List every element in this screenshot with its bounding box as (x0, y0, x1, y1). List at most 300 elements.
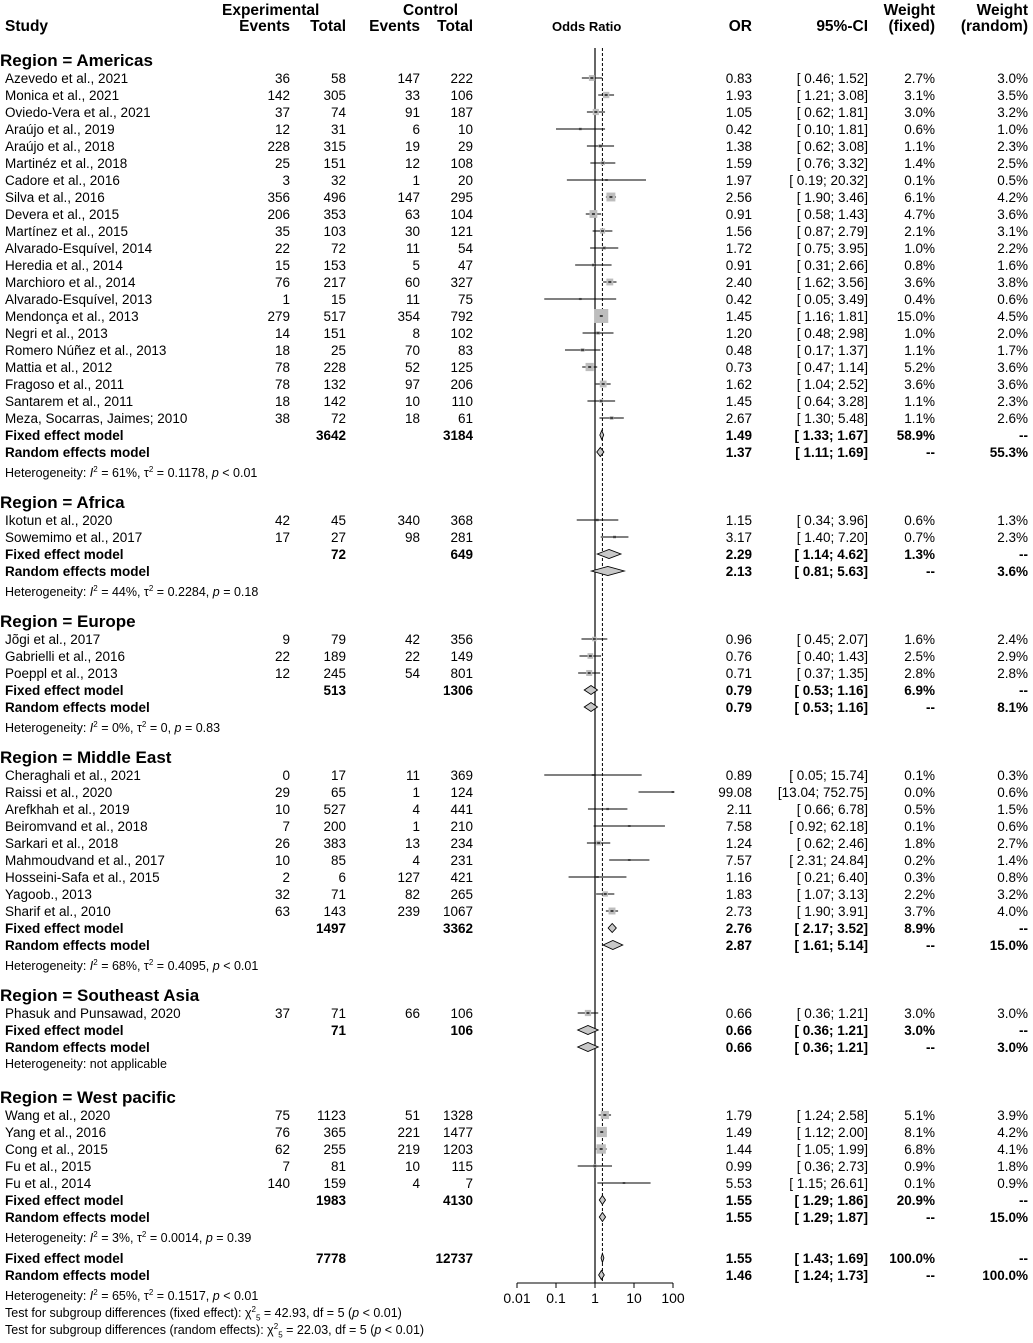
ctl-events: 127 (355, 869, 420, 886)
weight-random: 2.3% (950, 529, 1028, 546)
weight-random: 3.9% (950, 1107, 1028, 1124)
ctl-events: 221 (355, 1124, 420, 1141)
weight-random: 3.6% (950, 359, 1028, 376)
exp-total: 31 (290, 121, 346, 138)
weight-random: 2.6% (950, 410, 1028, 427)
ci-value: [ 0.19; 20.32] (760, 172, 868, 189)
exp-events: 38 (238, 410, 290, 427)
weight-random: 2.7% (950, 835, 1028, 852)
ctl-total: 234 (420, 835, 473, 852)
weight-random: 2.9% (950, 648, 1028, 665)
ci-value: [ 1.29; 1.87] (760, 1209, 868, 1226)
overall-random-diamond (599, 1271, 605, 1280)
ctl-total: 54 (420, 240, 473, 257)
exp-events: 279 (238, 308, 290, 325)
weight-random: 15.0% (950, 1209, 1028, 1226)
header-ctl-events: Events (350, 18, 420, 35)
study-name: Meza, Socarras, Jaimes; 2010 (5, 410, 187, 427)
study-name: Araújo et al., 2019 (5, 121, 115, 138)
weight-fixed: 3.0% (870, 1022, 935, 1039)
ci-value: [ 0.36; 1.21] (760, 1022, 868, 1039)
ctl-events: 147 (355, 70, 420, 87)
study-name: Araújo et al., 2018 (5, 138, 115, 155)
weight-random: 0.3% (950, 767, 1028, 784)
exp-events: 12 (238, 665, 290, 682)
ctl-total: 1306 (420, 682, 473, 699)
weight-fixed: 3.6% (870, 376, 935, 393)
exp-total: 527 (290, 801, 346, 818)
ci-value: [ 0.34; 3.96] (760, 512, 868, 529)
ci-value: [ 2.31; 24.84] (760, 852, 868, 869)
exp-events: 18 (238, 393, 290, 410)
weight-random: 4.0% (950, 903, 1028, 920)
ci-value: [ 0.53; 1.16] (760, 699, 868, 716)
random-diamond (599, 1213, 605, 1222)
ctl-total: 281 (420, 529, 473, 546)
ctl-total: 4130 (420, 1192, 473, 1209)
ci-value: [ 1.16; 1.81] (760, 308, 868, 325)
or-value: 1.55 (700, 1192, 752, 1209)
exp-total: 1123 (290, 1107, 346, 1124)
exp-total: 159 (290, 1175, 346, 1192)
or-value: 1.45 (700, 393, 752, 410)
ctl-total: 1067 (420, 903, 473, 920)
model-label: Random effects model (5, 444, 150, 461)
model-label: Fixed effect model (5, 1250, 124, 1267)
ctl-total: 12737 (420, 1250, 473, 1267)
ctl-events: 1 (355, 818, 420, 835)
weight-fixed: 1.8% (870, 835, 935, 852)
weight-fixed: 1.1% (870, 342, 935, 359)
weight-fixed: 0.1% (870, 818, 935, 835)
header-ci: 95%-CI (790, 18, 868, 35)
weight-fixed: 8.1% (870, 1124, 935, 1141)
or-value: 0.66 (700, 1022, 752, 1039)
or-value: 2.87 (700, 937, 752, 954)
heterogeneity-text: Heterogeneity: $I^2 = 44\%$, $\tau^2 = 0.2284$, p = 0.18 (5, 580, 258, 601)
or-value: 0.42 (700, 121, 752, 138)
ci-value: [ 0.31; 2.66] (760, 257, 868, 274)
heterogeneity-text: Heterogeneity: $I^2 = 3\%$, $\tau^2 = 0.0014$, p = 0.39 (5, 1226, 251, 1247)
exp-total: 79 (290, 631, 346, 648)
study-name: Heredia et al., 2014 (5, 257, 123, 274)
or-value: 0.83 (700, 70, 752, 87)
ci-value: [ 0.81; 5.63] (760, 563, 868, 580)
exp-total: 315 (290, 138, 346, 155)
weight-random: -- (950, 546, 1028, 563)
study-name: Marchioro et al., 2014 (5, 274, 136, 291)
weight-fixed: 1.3% (870, 546, 935, 563)
ctl-events: 30 (355, 223, 420, 240)
or-value: 0.48 (700, 342, 752, 359)
weight-fixed: 0.1% (870, 172, 935, 189)
model-label: Random effects model (5, 1267, 150, 1284)
exp-events: 18 (238, 342, 290, 359)
overall-fixed-diamond (601, 1254, 604, 1263)
ctl-total: 106 (420, 1022, 473, 1039)
or-value: 1.44 (700, 1141, 752, 1158)
exp-events: 14 (238, 325, 290, 342)
exp-events: 36 (238, 70, 290, 87)
weight-random: 15.0% (950, 937, 1028, 954)
exp-total: 27 (290, 529, 346, 546)
exp-events: 140 (238, 1175, 290, 1192)
heterogeneity-text: Heterogeneity: $I^2 = 61\%$, $\tau^2 = 0.1178$, p < 0.01 (5, 461, 257, 482)
weight-fixed: 5.1% (870, 1107, 935, 1124)
model-label: Random effects model (5, 1039, 150, 1056)
header-random: (random) (940, 18, 1028, 35)
exp-events: 32 (238, 886, 290, 903)
ctl-total: 149 (420, 648, 473, 665)
ctl-events: 11 (355, 240, 420, 257)
study-name: Silva et al., 2016 (5, 189, 105, 206)
exp-total: 58 (290, 70, 346, 87)
study-name: Mahmoudvand et al., 2017 (5, 852, 165, 869)
heterogeneity-text: Heterogeneity: $I^2 = 65\%$, $\tau^2 = 0.1517$, p < 0.01 (5, 1284, 258, 1305)
study-name: Romero Núñez et al., 2013 (5, 342, 166, 359)
x-tick-label: 1 (591, 1290, 599, 1306)
ctl-events: 8 (355, 325, 420, 342)
study-name: Gabrielli et al., 2016 (5, 648, 125, 665)
ctl-events: 219 (355, 1141, 420, 1158)
exp-total: 228 (290, 359, 346, 376)
exp-events: 75 (238, 1107, 290, 1124)
weight-fixed: 15.0% (870, 308, 935, 325)
exp-total: 365 (290, 1124, 346, 1141)
x-tick-label: 0.01 (503, 1290, 530, 1306)
study-name: Oviedo-Vera et al., 2021 (5, 104, 151, 121)
or-value: 1.55 (700, 1209, 752, 1226)
ci-value: [ 0.36; 1.21] (760, 1039, 868, 1056)
study-name: Beiromvand et al., 2018 (5, 818, 148, 835)
weight-random: -- (950, 1022, 1028, 1039)
exp-events: 29 (238, 784, 290, 801)
weight-fixed: 3.6% (870, 274, 935, 291)
ctl-total: 3184 (420, 427, 473, 444)
weight-fixed: 3.7% (870, 903, 935, 920)
exp-total: 103 (290, 223, 346, 240)
or-value: 0.96 (700, 631, 752, 648)
weight-fixed: 3.0% (870, 1005, 935, 1022)
exp-total: 71 (290, 886, 346, 903)
ctl-total: 421 (420, 869, 473, 886)
study-name: Sarkari et al., 2018 (5, 835, 118, 852)
weight-fixed: 0.7% (870, 529, 935, 546)
or-value: 1.24 (700, 835, 752, 852)
ctl-total: 106 (420, 87, 473, 104)
header-or: OR (700, 18, 752, 35)
ctl-total: 47 (420, 257, 473, 274)
ci-value: [ 0.40; 1.43] (760, 648, 868, 665)
ctl-events: 91 (355, 104, 420, 121)
weight-random: 2.0% (950, 325, 1028, 342)
exp-total: 72 (290, 546, 346, 563)
ctl-events: 66 (355, 1005, 420, 1022)
ctl-events: 239 (355, 903, 420, 920)
or-value: 1.49 (700, 427, 752, 444)
ctl-total: 206 (420, 376, 473, 393)
weight-random: 2.3% (950, 138, 1028, 155)
weight-random: 1.4% (950, 852, 1028, 869)
study-name: Sharif et al., 2010 (5, 903, 111, 920)
ctl-events: 4 (355, 801, 420, 818)
exp-total: 245 (290, 665, 346, 682)
ci-value: [ 1.90; 3.91] (760, 903, 868, 920)
weight-random: 2.3% (950, 393, 1028, 410)
weight-random: -- (950, 682, 1028, 699)
weight-fixed: 8.9% (870, 920, 935, 937)
ctl-events: 147 (355, 189, 420, 206)
region-title: Region = Americas (0, 51, 1033, 71)
exp-total: 17 (290, 767, 346, 784)
study-name: Negri et al., 2013 (5, 325, 108, 342)
model-label: Fixed effect model (5, 682, 124, 699)
weight-fixed: 58.9% (870, 427, 935, 444)
exp-total: 513 (290, 682, 346, 699)
weight-random: 2.8% (950, 665, 1028, 682)
model-label: Fixed effect model (5, 546, 124, 563)
ctl-total: 20 (420, 172, 473, 189)
ctl-total: 10 (420, 121, 473, 138)
or-value: 2.67 (700, 410, 752, 427)
weight-random: -- (950, 1192, 1028, 1209)
ctl-events: 5 (355, 257, 420, 274)
weight-fixed: 6.8% (870, 1141, 935, 1158)
or-value: 7.58 (700, 818, 752, 835)
or-value: 1.15 (700, 512, 752, 529)
or-value: 0.79 (700, 699, 752, 716)
study-name: Azevedo et al., 2021 (5, 70, 128, 87)
ci-value: [ 0.45; 2.07] (760, 631, 868, 648)
model-label: Random effects model (5, 563, 150, 580)
exp-total: 517 (290, 308, 346, 325)
weight-random: 0.6% (950, 784, 1028, 801)
weight-fixed: 5.2% (870, 359, 935, 376)
ci-value: [ 0.10; 1.81] (760, 121, 868, 138)
study-name: Arefkhah et al., 2019 (5, 801, 130, 818)
study-name: Yang et al., 2016 (5, 1124, 106, 1141)
ctl-total: 649 (420, 546, 473, 563)
exp-total: 305 (290, 87, 346, 104)
study-name: Jõgi et al., 2017 (5, 631, 100, 648)
exp-total: 25 (290, 342, 346, 359)
or-value: 1.72 (700, 240, 752, 257)
weight-random: 1.6% (950, 257, 1028, 274)
ci-value: [ 1.62; 3.56] (760, 274, 868, 291)
exp-total: 72 (290, 410, 346, 427)
or-value: 1.20 (700, 325, 752, 342)
exp-total: 200 (290, 818, 346, 835)
ci-value: [ 0.58; 1.43] (760, 206, 868, 223)
ctl-total: 1328 (420, 1107, 473, 1124)
ci-value: [ 0.62; 3.08] (760, 138, 868, 155)
weight-random: 2.4% (950, 631, 1028, 648)
exp-events: 12 (238, 121, 290, 138)
exp-total: 189 (290, 648, 346, 665)
or-value: 0.66 (700, 1039, 752, 1056)
ci-value: [ 1.90; 3.46] (760, 189, 868, 206)
exp-events: 2 (238, 869, 290, 886)
ctl-total: 801 (420, 665, 473, 682)
ctl-total: 125 (420, 359, 473, 376)
region-title: Region = Southeast Asia (0, 986, 1033, 1006)
exp-total: 151 (290, 325, 346, 342)
or-value: 1.97 (700, 172, 752, 189)
ci-value: [ 1.30; 5.48] (760, 410, 868, 427)
weight-fixed: 0.9% (870, 1158, 935, 1175)
or-value: 1.45 (700, 308, 752, 325)
weight-fixed: 0.1% (870, 1175, 935, 1192)
weight-random: 3.2% (950, 104, 1028, 121)
weight-random: 8.1% (950, 699, 1028, 716)
weight-random: 2.5% (950, 155, 1028, 172)
exp-events: 35 (238, 223, 290, 240)
exp-total: 7778 (290, 1250, 346, 1267)
weight-fixed: 1.1% (870, 393, 935, 410)
ctl-total: 115 (420, 1158, 473, 1175)
ci-value: [ 0.46; 1.52] (760, 70, 868, 87)
exp-events: 3 (238, 172, 290, 189)
ctl-events: 97 (355, 376, 420, 393)
exp-total: 255 (290, 1141, 346, 1158)
ci-value: [ 0.36; 1.21] (760, 1005, 868, 1022)
ctl-total: 106 (420, 1005, 473, 1022)
or-value: 1.79 (700, 1107, 752, 1124)
heterogeneity-text: Heterogeneity: $I^2 = 0\%$, $\tau^2 = 0$, p = 0.83 (5, 716, 220, 737)
weight-random: 3.1% (950, 223, 1028, 240)
region-title: Region = Europe (0, 612, 1033, 632)
exp-events: 37 (238, 1005, 290, 1022)
fixed-diamond (597, 550, 621, 559)
ci-value: [ 0.64; 3.28] (760, 393, 868, 410)
ctl-total: 121 (420, 223, 473, 240)
ci-value: [ 1.33; 1.67] (760, 427, 868, 444)
or-value: 7.57 (700, 852, 752, 869)
study-name: Santarem et al., 2011 (5, 393, 133, 410)
study-name: Alvarado-Esquível, 2014 (5, 240, 152, 257)
ctl-events: 33 (355, 87, 420, 104)
ctl-events: 10 (355, 393, 420, 410)
weight-fixed: 0.3% (870, 869, 935, 886)
weight-random: 3.6% (950, 563, 1028, 580)
exp-events: 7 (238, 1158, 290, 1175)
weight-random: 1.8% (950, 1158, 1028, 1175)
weight-random: 3.5% (950, 87, 1028, 104)
ci-value: [13.04; 752.75] (760, 784, 868, 801)
random-diamond (603, 941, 623, 950)
exp-events: 76 (238, 1124, 290, 1141)
or-value: 1.55 (700, 1250, 752, 1267)
exp-events: 22 (238, 240, 290, 257)
exp-total: 3642 (290, 427, 346, 444)
ci-value: [ 0.05; 15.74] (760, 767, 868, 784)
weight-fixed: 6.9% (870, 682, 935, 699)
weight-random: 3.0% (950, 1039, 1028, 1056)
weight-random: 3.8% (950, 274, 1028, 291)
ctl-events: 60 (355, 274, 420, 291)
exp-total: 353 (290, 206, 346, 223)
header-experimental: Experimental (222, 2, 319, 19)
header-ctl-total: Total (420, 18, 473, 35)
or-value: 1.93 (700, 87, 752, 104)
ci-value: [ 0.76; 3.32] (760, 155, 868, 172)
weight-fixed: -- (870, 699, 935, 716)
subgroup-test-text: Test for subgroup differences (random effects): $\chi^2_5 = 22.03$, df = 5 (p < 0.01) (5, 1318, 424, 1343)
weight-random: 1.7% (950, 342, 1028, 359)
ctl-total: 368 (420, 512, 473, 529)
exp-events: 356 (238, 189, 290, 206)
weight-random: -- (950, 427, 1028, 444)
exp-events: 228 (238, 138, 290, 155)
exp-total: 6 (290, 869, 346, 886)
ci-value: [ 1.21; 3.08] (760, 87, 868, 104)
or-value: 2.29 (700, 546, 752, 563)
weight-fixed: 1.0% (870, 240, 935, 257)
ctl-total: 124 (420, 784, 473, 801)
weight-fixed: 2.5% (870, 648, 935, 665)
or-value: 1.56 (700, 223, 752, 240)
exp-events: 22 (238, 648, 290, 665)
ci-value: [ 0.48; 2.98] (760, 325, 868, 342)
weight-random: 0.6% (950, 818, 1028, 835)
ci-value: [ 0.17; 1.37] (760, 342, 868, 359)
ctl-events: 10 (355, 1158, 420, 1175)
ctl-events: 82 (355, 886, 420, 903)
weight-random: 1.3% (950, 512, 1028, 529)
weight-fixed: 0.5% (870, 801, 935, 818)
ci-value: [ 0.53; 1.16] (760, 682, 868, 699)
or-value: 1.62 (700, 376, 752, 393)
exp-total: 71 (290, 1022, 346, 1039)
weight-fixed: 1.0% (870, 325, 935, 342)
study-name: Mattia et al., 2012 (5, 359, 112, 376)
weight-fixed: 0.6% (870, 121, 935, 138)
model-label: Fixed effect model (5, 1192, 124, 1209)
header-control: Control (403, 2, 458, 19)
exp-total: 1983 (290, 1192, 346, 1209)
weight-fixed: -- (870, 937, 935, 954)
weight-random: 3.6% (950, 206, 1028, 223)
weight-random: 55.3% (950, 444, 1028, 461)
ci-value: [ 1.24; 2.58] (760, 1107, 868, 1124)
ctl-total: 102 (420, 325, 473, 342)
ctl-events: 18 (355, 410, 420, 427)
weight-random: -- (950, 920, 1028, 937)
ctl-total: 29 (420, 138, 473, 155)
weight-random: 4.2% (950, 1124, 1028, 1141)
ctl-events: 54 (355, 665, 420, 682)
weight-fixed: 0.0% (870, 784, 935, 801)
ci-value: [ 1.29; 1.86] (760, 1192, 868, 1209)
weight-fixed: 3.0% (870, 104, 935, 121)
weight-random: 3.2% (950, 886, 1028, 903)
weight-fixed: 0.1% (870, 767, 935, 784)
ctl-events: 63 (355, 206, 420, 223)
study-name: Poeppl et al., 2013 (5, 665, 118, 682)
ci-value: [ 1.43; 1.69] (760, 1250, 868, 1267)
weight-fixed: 0.8% (870, 257, 935, 274)
study-name: Fu et al., 2015 (5, 1158, 91, 1175)
model-label: Random effects model (5, 699, 150, 716)
or-value: 2.76 (700, 920, 752, 937)
exp-total: 496 (290, 189, 346, 206)
weight-fixed: 0.2% (870, 852, 935, 869)
weight-fixed: 1.1% (870, 410, 935, 427)
exp-total: 217 (290, 274, 346, 291)
study-name: Martínez et al., 2015 (5, 223, 128, 240)
ci-value: [ 1.40; 7.20] (760, 529, 868, 546)
study-name: Mendonça et al., 2013 (5, 308, 139, 325)
